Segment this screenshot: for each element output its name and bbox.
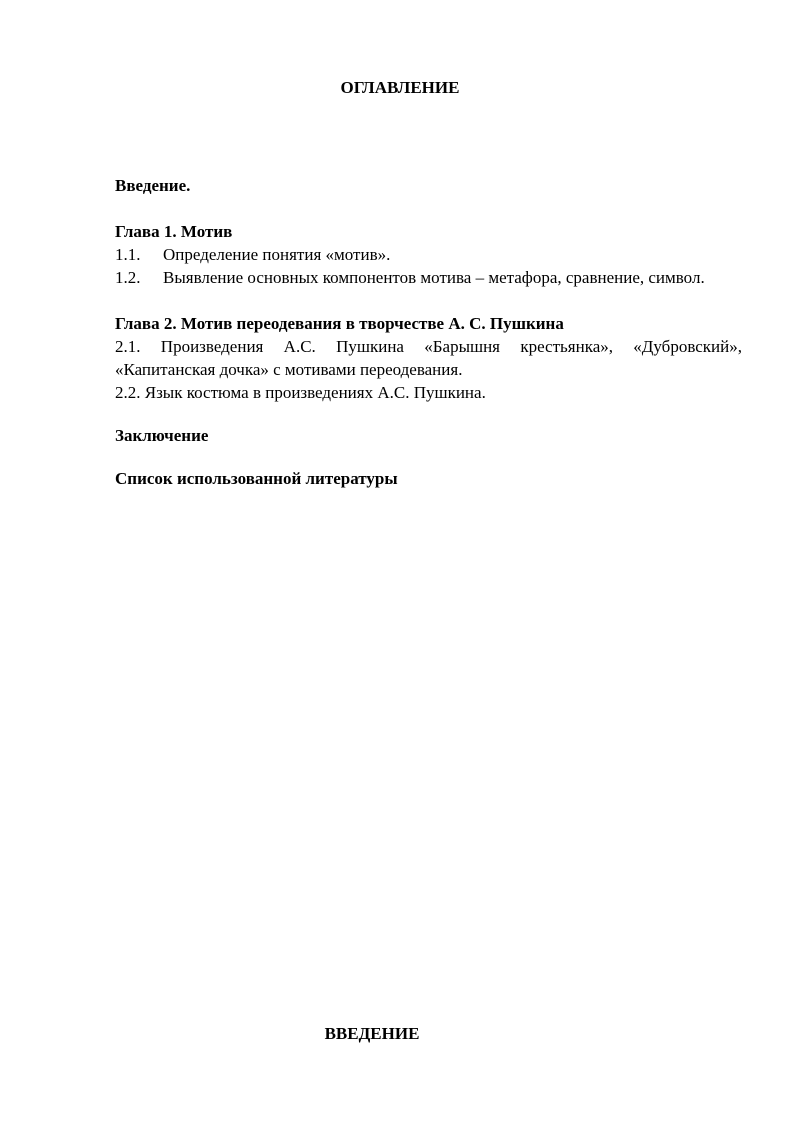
toc-bibliography: Список использованной литературы bbox=[115, 469, 398, 488]
toc-item-number: 1.2. bbox=[115, 268, 141, 287]
toc-item-text: Определение понятия «мотив». bbox=[163, 245, 391, 264]
toc-introduction: Введение. bbox=[115, 176, 191, 195]
toc-item-text: Выявление основных компонентов мотива – метафора, сравнение, символ. bbox=[163, 268, 705, 287]
toc-chapter2-title: Глава 2. Мотив переодевания в творчестве А. С. Пушкина bbox=[115, 314, 564, 333]
toc-conclusion: Заключение bbox=[115, 426, 209, 445]
toc-item-1-1 bbox=[115, 243, 742, 266]
toc-item-2-2: 2.2. Язык костюма в произведениях А.С. Пушкина. bbox=[115, 383, 486, 402]
toc-item-1-2 bbox=[115, 266, 742, 289]
toc-item-number: 1.1. bbox=[115, 245, 141, 264]
introduction-heading: ВВЕДЕНИЕ bbox=[324, 1024, 420, 1043]
toc-content bbox=[115, 174, 742, 490]
toc-heading: ОГЛАВЛЕНИЕ bbox=[340, 78, 460, 97]
toc-chapter1-title: Глава 1. Мотив bbox=[115, 222, 233, 241]
toc-item-2-1: 2.1. Произведения А.С. Пушкина «Барышня крестьянка», «Дубровский», «Капитанская дочка» с мотивами переодевания. bbox=[115, 337, 742, 379]
